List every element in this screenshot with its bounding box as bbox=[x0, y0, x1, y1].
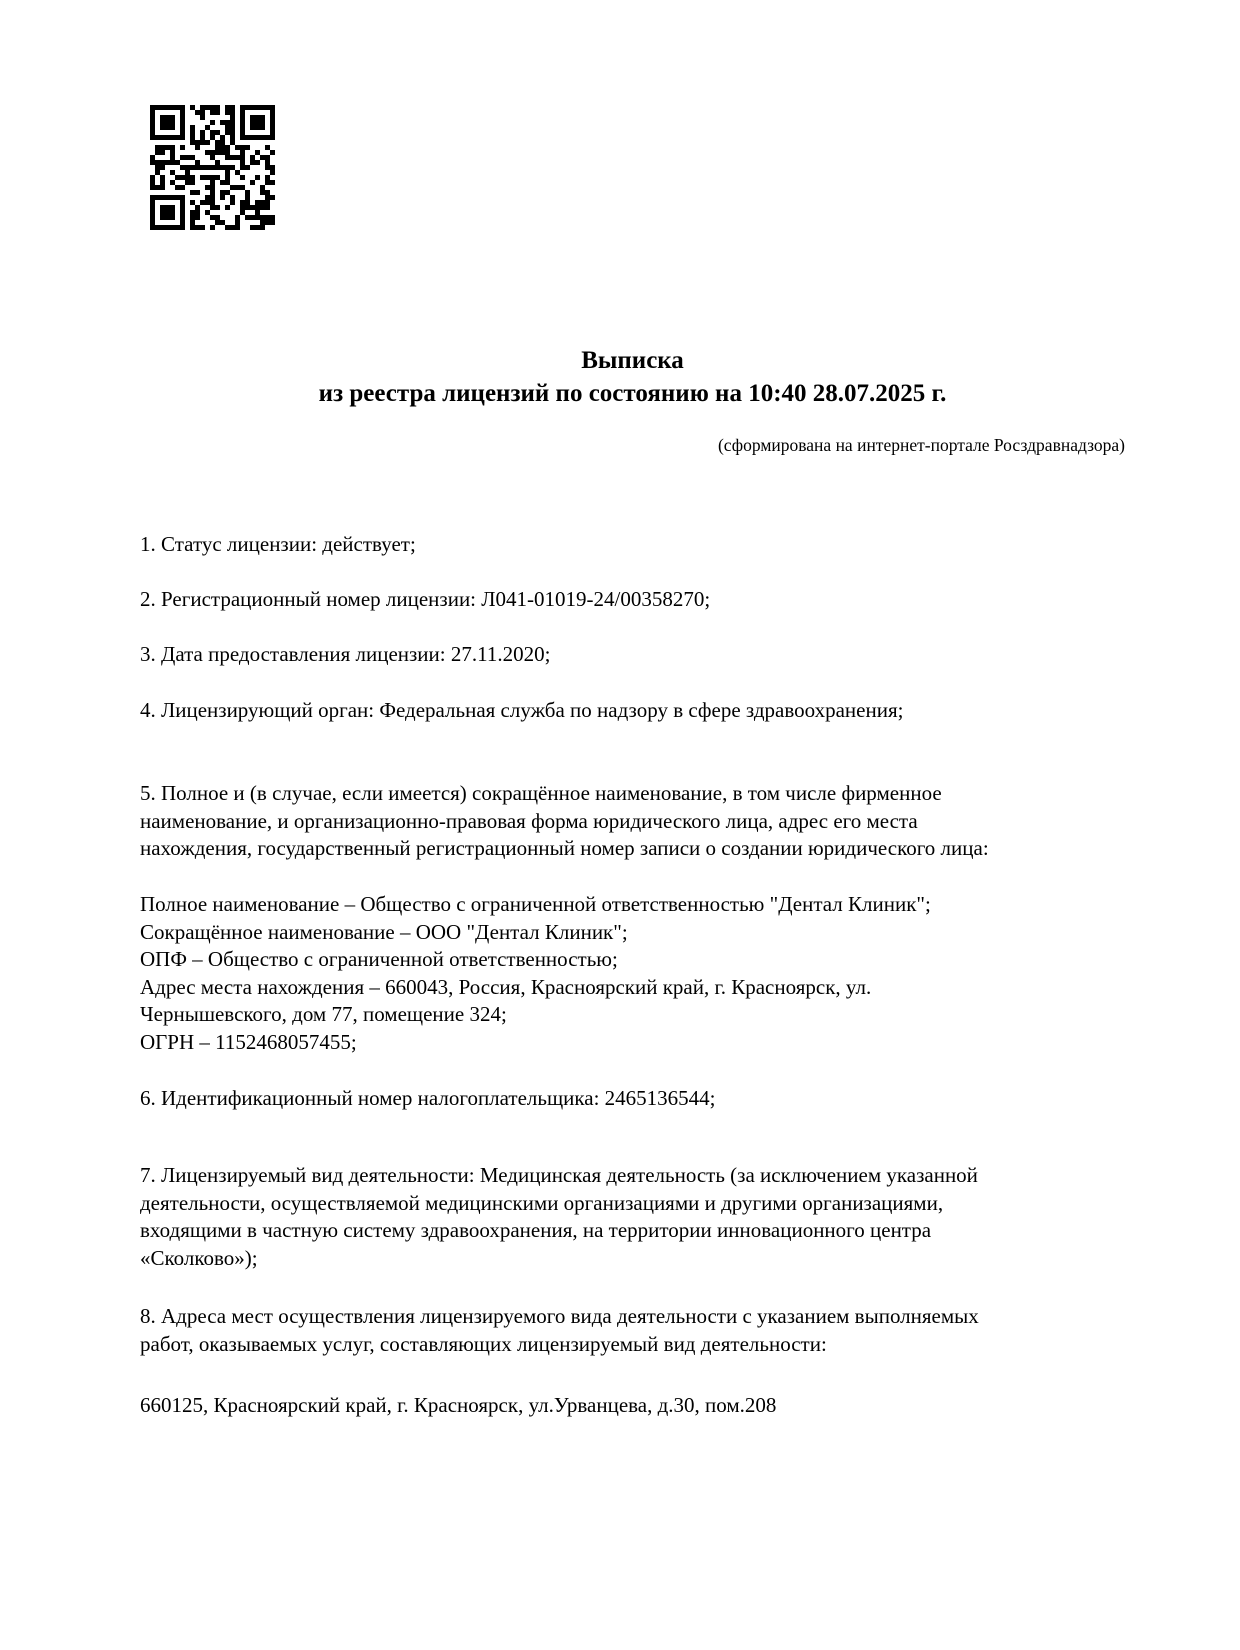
document-title bbox=[140, 344, 1125, 410]
document-title-line-1: Выписка bbox=[581, 347, 684, 374]
item-1-license-status bbox=[140, 531, 1150, 559]
paragraph-line: 4. Лицензирующий орган: Федеральная служба по надзору в сфере здравоохранения; bbox=[140, 698, 904, 722]
paragraph-line: 2. Регистрационный номер лицензии: Л041-01019-24/00358270; bbox=[140, 587, 711, 611]
item-8-activity-addresses-intro bbox=[140, 1303, 1150, 1358]
full-name-line: Полное наименование – Общество с ограниченной ответственностью "Дентал Клиник"; bbox=[140, 892, 931, 916]
address-line: Адрес места нахождения – 660043, Россия, Красноярский край, г. Красноярск, ул. bbox=[140, 974, 872, 999]
item-7-licensed-activity bbox=[140, 1162, 1150, 1272]
item-2-registration-number bbox=[140, 586, 1150, 614]
legal-entity-details bbox=[140, 891, 1150, 1056]
qr-code-icon bbox=[150, 105, 275, 230]
paragraph-line: 5. Полное и (в случае, если имеется) сокращённое наименование, в том числе фирменное bbox=[140, 781, 942, 805]
item-6-taxpayer-number bbox=[140, 1085, 1150, 1113]
item-3-grant-date bbox=[140, 641, 1150, 669]
paragraph-line: работ, оказываемых услуг, составляющих лицензируемый вид деятельности: bbox=[140, 1331, 827, 1356]
paragraph-line: деятельности, осуществляемой медицинскими организациями и другими организациями, bbox=[140, 1190, 944, 1215]
ogrn-line: ОГРН – 1152468057455; bbox=[140, 1029, 357, 1054]
paragraph-line: 1. Статус лицензии: действует; bbox=[140, 532, 416, 556]
paragraph-line: 660125, Красноярский край, г. Красноярск, ул.Урванцева, д.30, пом.208 bbox=[140, 1393, 777, 1417]
paragraph-line: «Сколково»); bbox=[140, 1245, 258, 1270]
paragraph-line: 8. Адреса мест осуществления лицензируемого вида деятельности с указанием выполняемых bbox=[140, 1304, 979, 1328]
address-line: Чернышевского, дом 77, помещение 324; bbox=[140, 1002, 507, 1026]
paragraph-line: 7. Лицензируемый вид деятельности: Медицинская деятельность (за исключением указанной bbox=[140, 1163, 978, 1187]
activity-address bbox=[140, 1392, 1150, 1420]
paragraph-line: 3. Дата предоставления лицензии: 27.11.2020; bbox=[140, 642, 551, 666]
item-5-legal-entity-intro bbox=[140, 780, 1150, 863]
document-title-line-2: из реестра лицензий по состоянию на 10:40 28.07.2025 г. bbox=[318, 380, 947, 407]
paragraph-line: наименование, и организационно-правовая форма юридического лица, адрес его места bbox=[140, 808, 918, 833]
legal-form-line: ОПФ – Общество с ограниченной ответственностью; bbox=[140, 947, 618, 971]
item-4-licensing-authority bbox=[140, 697, 1150, 725]
paragraph-line: 6. Идентификационный номер налогоплательщика: 2465136544; bbox=[140, 1086, 716, 1110]
short-name-line: Сокращённое наименование – ООО "Дентал Клиник"; bbox=[140, 919, 628, 944]
paragraph-line: нахождения, государственный регистрационный номер записи о создании юридического лица: bbox=[140, 836, 989, 860]
document-subtitle: (сформирована на интернет-портале Росздравнадзора) bbox=[717, 435, 1125, 455]
paragraph-line: входящими в частную систему здравоохранения, на территории инновационного центра bbox=[140, 1218, 932, 1242]
